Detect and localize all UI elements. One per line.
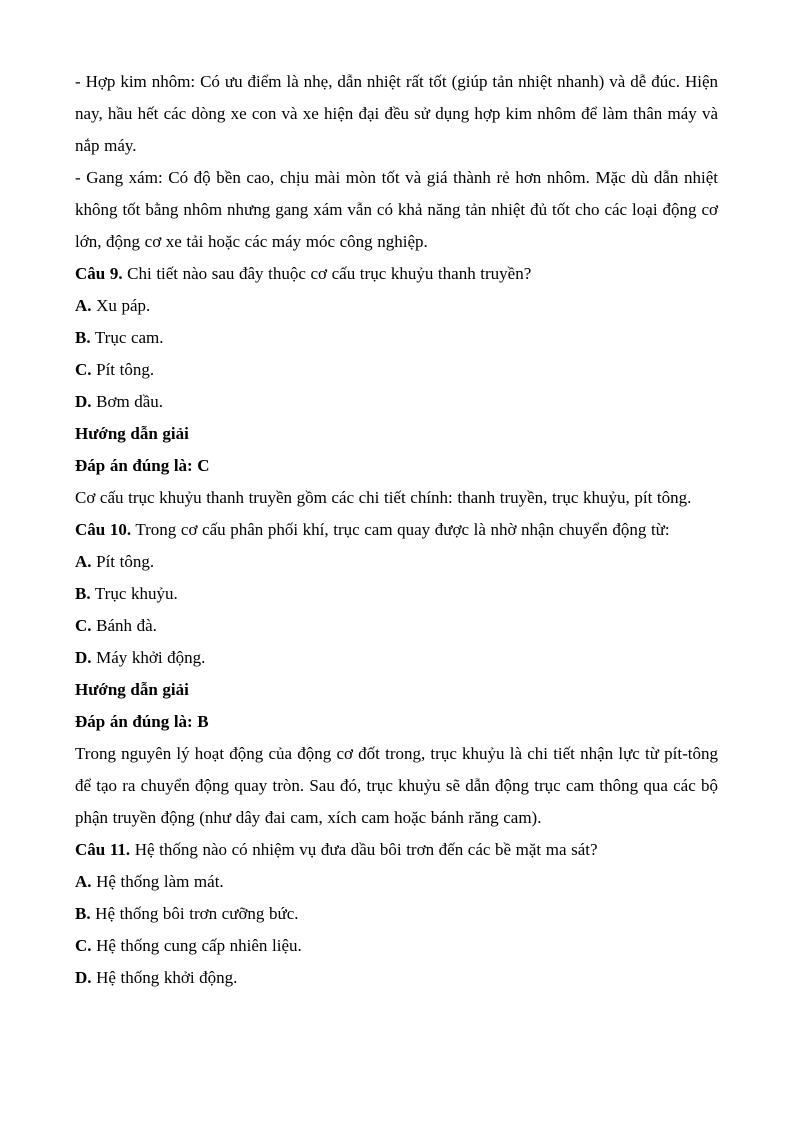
question-9-option-d: D. Bơm dầu.: [75, 392, 164, 411]
option-letter-d: D.: [75, 648, 92, 667]
option-letter-a: A.: [75, 552, 92, 571]
question-10-explanation: Trong nguyên lý hoạt động của động cơ đốt trong, trục khuỷu là chi tiết nhận lực từ pít-tông để tạo ra chuyển động quay tròn. Sau đó, trục khuỷu sẽ dẫn động trục cam thông qua các bộ phận truyền động (như dây đai cam, xích cam hoặc bánh răng cam).: [75, 744, 718, 827]
question-11-option-d: D. Hệ thống khởi động.: [75, 968, 238, 987]
question-10-stem: Câu 10. Trong cơ cấu phân phối khí, trục cam quay được là nhờ nhận chuyển động từ:: [75, 520, 670, 539]
option-letter-b: B.: [75, 904, 91, 923]
option-letter-a: A.: [75, 872, 92, 891]
question-11-number: Câu 11.: [75, 840, 131, 859]
question-9-option-b: B. Trục cam.: [75, 328, 164, 347]
intro-paragraph-aluminum-alloy: - Hợp kim nhôm: Có ưu điểm là nhẹ, dẫn nhiệt rất tốt (giúp tản nhiệt nhanh) và dễ đúc. Hiện nay, hầu hết các dòng xe con và xe hiện đại đều sử dụng hợp kim nhôm để làm thân máy và nắp máy.: [75, 72, 718, 155]
question-9-option-a: A. Xu páp.: [75, 296, 151, 315]
question-9-number: Câu 9.: [75, 264, 123, 283]
option-letter-c: C.: [75, 616, 92, 635]
question-11-option-a: A. Hệ thống làm mát.: [75, 872, 224, 891]
option-letter-a: A.: [75, 296, 92, 315]
question-10-solution-heading: Hướng dẫn giải: [75, 680, 189, 699]
question-10-option-a: A. Pít tông.: [75, 552, 155, 571]
question-9-correct-answer: Đáp án đúng là: C: [75, 456, 210, 475]
intro-paragraph-gray-cast-iron: - Gang xám: Có độ bền cao, chịu mài mòn tốt và giá thành rẻ hơn nhôm. Mặc dù dẫn nhiệt không tốt bằng nhôm nhưng gang xám vẫn có khả năng tản nhiệt đủ tốt cho các loại động cơ lớn, động cơ xe tải hoặc các máy móc công nghiệp.: [75, 168, 718, 251]
option-letter-d: D.: [75, 968, 92, 987]
document-body: [75, 66, 718, 994]
question-10-option-b: B. Trục khuỷu.: [75, 584, 178, 603]
question-9-explanation: Cơ cấu trục khuỷu thanh truyền gồm các chi tiết chính: thanh truyền, trục khuỷu, pít tông.: [75, 488, 692, 507]
option-letter-c: C.: [75, 936, 92, 955]
option-letter-b: B.: [75, 584, 91, 603]
question-9-solution-heading: Hướng dẫn giải: [75, 424, 189, 443]
question-11-stem: Câu 11. Hệ thống nào có nhiệm vụ đưa dầu bôi trơn đến các bề mặt ma sát?: [75, 840, 598, 859]
question-11-option-c: C. Hệ thống cung cấp nhiên liệu.: [75, 936, 302, 955]
question-11-option-b: B. Hệ thống bôi trơn cưỡng bức.: [75, 904, 299, 923]
question-10-option-c: C. Bánh đà.: [75, 616, 157, 635]
question-9-stem: Câu 9. Chi tiết nào sau đây thuộc cơ cấu trục khuỷu thanh truyền?: [75, 264, 532, 283]
question-10-correct-answer: Đáp án đúng là: B: [75, 712, 209, 731]
option-letter-b: B.: [75, 328, 91, 347]
question-10-option-d: D. Máy khởi động.: [75, 648, 206, 667]
question-9-option-c: C. Pít tông.: [75, 360, 155, 379]
option-letter-c: C.: [75, 360, 92, 379]
question-10-number: Câu 10.: [75, 520, 132, 539]
option-letter-d: D.: [75, 392, 92, 411]
